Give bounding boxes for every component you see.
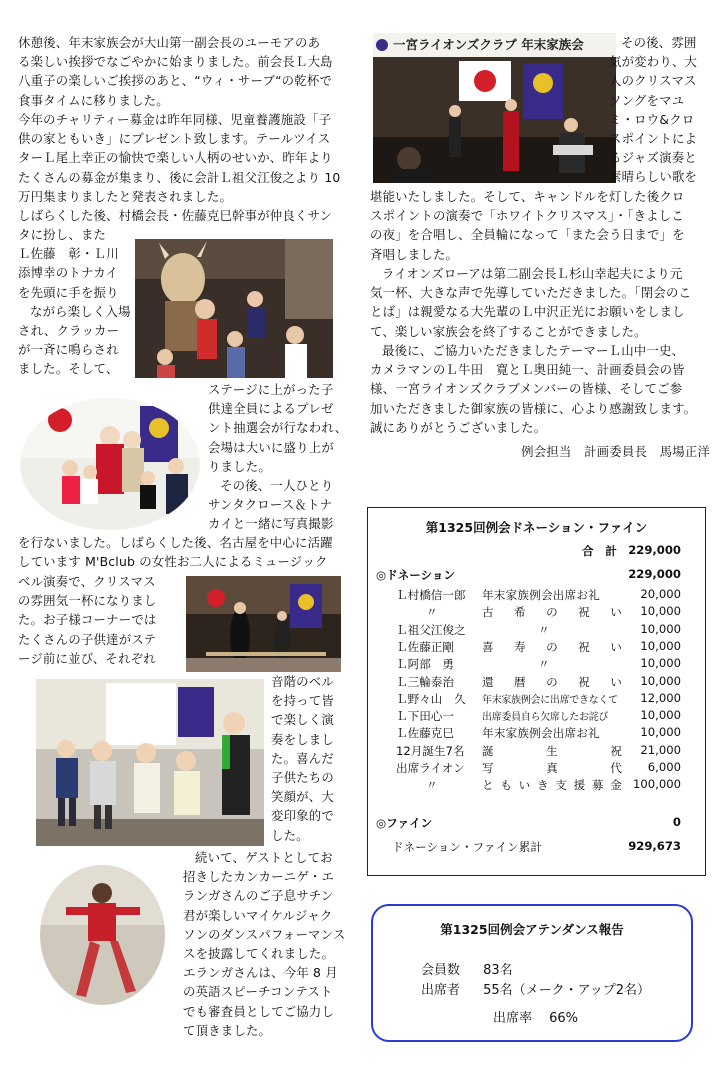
donation-row-reason: 〃	[538, 657, 550, 672]
donation-row-reason: 年末家族例会出席お礼	[482, 726, 600, 741]
reason-char: 祝	[578, 639, 590, 654]
text-line: 子供たちの	[271, 770, 334, 786]
donation-total-amount: 229,000	[628, 543, 681, 557]
donation-row-reason	[482, 777, 622, 793]
text-line: タに扮し、また	[18, 227, 107, 242]
members-row	[421, 959, 513, 978]
donation-row	[368, 622, 705, 639]
donation-row-reason	[482, 760, 622, 776]
cumulative-label: ドネーション・ファイン累計	[392, 840, 542, 854]
reason-char: 還	[482, 674, 494, 689]
donation-row-amount: 10,000	[640, 604, 681, 619]
donation-row-amount: 10,000	[640, 621, 681, 636]
text-line: を行ないました。しばらくした後、名古屋を中心に活躍	[18, 535, 333, 550]
left-paragraph-5	[18, 533, 353, 571]
photo-santa-entrance	[135, 239, 333, 378]
text-line: 様、一宮ライオンズクラブメンバーの皆様、そしてご参	[370, 381, 683, 397]
text-line: 素晴らしい歌を	[609, 169, 698, 185]
rate-row	[493, 1007, 578, 1026]
photo-children-bells	[36, 679, 264, 846]
text-line: 八重子の楽しいご挨拶のあと、“ウィ・サーブ“の乾杯で	[18, 73, 333, 89]
reason-char: き	[536, 778, 549, 793]
text-line: しばらくした後、村橋会長・佐藤克巳幹事が仲良くサン	[18, 208, 333, 223]
text-line: 笑顔が、大	[271, 789, 334, 805]
text-line: 最後に、ご協力いただきましたテーマーＬ山中一史、	[382, 343, 685, 358]
reason-char: 写	[482, 761, 494, 775]
text-line: ターＬ尾上幸正の愉快で楽しい人柄のせいか、昨年より	[18, 150, 333, 166]
donation-row-reason: 年末家族例会出席お礼	[482, 588, 600, 602]
text-line: 供の家ともいき」にプレゼント致します。テールツイス	[18, 131, 331, 147]
reason-char: 祝	[610, 743, 622, 758]
text-line: ながら楽しく入場	[30, 303, 131, 319]
donation-row-name: Ｌ佐藤正剛	[396, 639, 454, 654]
reason-char: の	[546, 605, 558, 620]
left-paragraph-5-wrapped	[18, 572, 186, 668]
reason-char: 喜	[482, 639, 494, 654]
fine-section-label: ◎ファイン	[376, 816, 433, 830]
donation-row-name: 〃	[426, 605, 438, 620]
text-line: でも審査員としてご協力し	[183, 1003, 335, 1019]
donation-row	[368, 639, 705, 656]
reason-char: 募	[591, 778, 604, 793]
text-line: スを披露してくれました。	[183, 946, 335, 962]
text-line: した。	[271, 827, 309, 843]
donation-row-name: 12月誕生7名	[396, 743, 465, 758]
text-line: で楽しく演	[271, 712, 334, 728]
donation-row-name: 〃	[426, 778, 438, 793]
donation-row-amount: 10,000	[640, 638, 681, 653]
members-value: 83名	[483, 963, 513, 978]
donation-row-amount: 20,000	[640, 587, 681, 601]
reason-char: 寿	[514, 639, 526, 654]
donation-row-amount: 6,000	[647, 760, 681, 774]
donation-row	[368, 691, 705, 708]
text-line: を先頭に手を振り	[18, 284, 119, 300]
text-line: ージ前に並び、それぞれ	[18, 650, 156, 666]
text-line: 添博幸のトナカイ	[18, 265, 119, 281]
text-line: とば」は親愛なる大先輩のＬ中沢正光にお願いをしまし	[370, 304, 685, 320]
text-line: たくさんの子供達がステ	[18, 631, 157, 647]
text-line: 食事タイムに移りました。	[18, 92, 169, 108]
donation-row-amount: 10,000	[640, 708, 681, 723]
text-line: た。お子様コーナーでは	[18, 612, 157, 628]
text-line: 続いて、ゲストとしてお	[195, 850, 333, 865]
text-line: 斉唱しました。	[370, 246, 459, 262]
right-paragraph-1-wrapped	[609, 33, 709, 187]
reason-char: 希	[514, 605, 526, 620]
donation-row-amount: 10,000	[640, 656, 681, 671]
text-line: 変印象的で	[271, 808, 334, 824]
present-value: 55名（メーク・アップ2名）	[483, 983, 651, 998]
text-line: が一斉に鳴らされ	[18, 342, 119, 358]
fine-section-row	[368, 815, 705, 832]
donation-row-reason: 出席委員自ら欠席したお詫び	[482, 712, 609, 724]
reason-char: も	[500, 778, 513, 793]
donation-section-amount: 229,000	[628, 567, 681, 581]
reason-char: 金	[610, 778, 622, 793]
donation-row-reason	[482, 604, 622, 620]
text-line: 加いただきました御家族の皆様に、心より感謝致します。	[370, 400, 697, 416]
present-label: 出席者	[421, 983, 461, 998]
rate-value: 66%	[549, 1011, 579, 1026]
text-line: 奏をしまし	[271, 731, 334, 747]
reason-char: 祝	[578, 605, 590, 620]
text-line: た。喜んだ	[271, 750, 334, 766]
donation-row	[368, 725, 705, 742]
donation-section-row	[368, 567, 705, 584]
attendance-title: 第1325回例会アテンダンス報告	[440, 922, 624, 937]
text-line: ライオンズローアは第二副会長Ｌ杉山幸起夫により元	[382, 266, 683, 281]
donation-row-amount: 10,000	[640, 725, 681, 740]
text-line: サンタクロース＆トナ	[208, 497, 333, 513]
donation-row-name: Ｌ阿部 勇	[396, 657, 454, 672]
text-line: 会場は大いに盛り上が	[208, 439, 334, 455]
donation-row-reason	[482, 674, 622, 690]
text-line: カイと一緒に写真撮影	[208, 516, 334, 532]
photo-bell-performance	[186, 576, 341, 672]
donation-row	[368, 674, 705, 691]
present-row	[421, 979, 650, 998]
left-paragraph-1	[18, 33, 353, 110]
reason-char: い	[518, 778, 531, 793]
donation-row-name: Ｌ野々山 久	[396, 691, 466, 706]
donation-row-name: Ｌ祖父江俊之	[396, 622, 466, 637]
text-line: ました。そして、	[18, 361, 119, 377]
donation-fine-box	[367, 507, 706, 876]
text-line: スポイントの演奏で「ホワイトクリスマス」・「きよしこ	[370, 208, 684, 224]
text-line: 万円集まりましたと発表されました。	[18, 188, 233, 204]
text-line: の雰囲気一杯になりまし	[18, 593, 157, 609]
reason-char: と	[482, 778, 494, 793]
text-line: ント抽選会が行なわれ、	[208, 420, 348, 436]
donation-row	[368, 777, 705, 794]
reason-char: 援	[573, 778, 586, 793]
text-line: 休憩後、年末家族会が大山第一副会長のユーモアのあ	[18, 35, 321, 50]
donation-row	[368, 604, 705, 621]
donation-title: 第1325回例会ドネーション・ファイン	[425, 520, 648, 535]
text-line: て、楽しい家族会を終了することができました。	[370, 323, 647, 339]
text-line: の夜」を合唱し、全員輪になって「また会う日まで」を	[370, 227, 685, 243]
reason-char: 生	[546, 743, 558, 758]
donation-section-label: ◎ドネーション	[376, 568, 456, 582]
donation-row	[368, 760, 705, 777]
text-line: ソンのダンスパフォーマンス	[183, 926, 346, 942]
text-line: て頂きました。	[183, 1022, 272, 1038]
members-label: 会員数	[421, 963, 461, 978]
text-line: る楽しい挨拶でなごやかに始まりました。前会長Ｌ大島	[18, 54, 333, 70]
donation-row-name: Ｌ佐藤克巳	[396, 726, 454, 741]
donation-row-reason	[482, 639, 622, 655]
text-line: ソングをマユ	[609, 92, 685, 108]
photo-dance-performance	[40, 865, 165, 1005]
photo-banner-text: 一宮ライオンズクラブ 年末家族会	[393, 37, 584, 52]
text-line: るジャズ演奏と	[609, 150, 697, 166]
text-line: エランガさんは、今年 8 月	[183, 965, 338, 981]
text-line: 気が変わり、大	[609, 54, 698, 70]
text-line: 人のクリスマス	[609, 73, 697, 89]
donation-row-name: Ｌ村橋信一郎	[396, 588, 466, 602]
text-line: カメラマンのＬ牛田 寛とＬ奥田純一、計画委員会の皆	[370, 362, 685, 378]
text-line: 気一杯、大きな声で先導していただきました。「閉会のこ	[370, 285, 692, 301]
donation-row-name: Ｌ三輪泰治	[396, 674, 454, 689]
text-line: スポイントによ	[609, 131, 698, 147]
donation-row-amount: 12,000	[640, 690, 681, 705]
text-line: Ｌ佐藤 彰・Ｌ川	[18, 246, 119, 262]
left-paragraph-3-wrapped	[18, 225, 133, 379]
donation-row-name: 出席ライオン	[396, 761, 465, 775]
donation-row	[368, 587, 705, 604]
text-line: 音階のベル	[271, 674, 334, 689]
reason-char: の	[546, 639, 558, 654]
reason-char: 誕	[482, 743, 494, 758]
signature: 例会担当 計画委員長 馬場正洋	[521, 444, 710, 459]
fine-section-amount: 0	[672, 815, 681, 829]
text-line: しています M'Bclub の女性お二人によるミュージック	[18, 554, 328, 570]
text-line: の英語スピーチコンテスト	[183, 984, 333, 1000]
reason-char: い	[610, 639, 622, 654]
donation-total-label: 合 計	[582, 544, 617, 558]
text-line: その後、一人ひとり	[220, 478, 334, 494]
reason-char: 祝	[578, 674, 590, 689]
donation-row-reason: 〃	[538, 622, 550, 637]
text-line: ミ・ロウ&クロ	[609, 111, 695, 127]
left-paragraph-4	[208, 380, 348, 534]
text-line: その後、雰囲	[621, 35, 697, 50]
text-line: され、クラッカー	[18, 323, 120, 339]
right-paragraph-3	[370, 341, 710, 437]
text-line: たくさんの募金が集まり、後に会計Ｌ祖父江俊之より 10	[18, 169, 341, 185]
donation-row-amount: 21,000	[640, 742, 681, 757]
photo-jazz-performance	[373, 33, 616, 183]
left-paragraph-7	[183, 848, 353, 1040]
left-paragraph-3	[18, 206, 353, 225]
cumulative-amount: 929,673	[628, 839, 681, 853]
left-paragraph-2	[18, 110, 353, 206]
donation-row-reason: 年末家族例会に出席できなくて	[482, 694, 618, 706]
text-line: 供達全員によるプレゼ	[208, 401, 334, 417]
donation-row	[368, 656, 705, 673]
text-line: ベル演奏で、クリスマス	[18, 574, 156, 589]
text-line: ステージに上がった子	[208, 382, 334, 397]
rate-label: 出席率	[493, 1011, 533, 1026]
text-line: りました。	[208, 458, 271, 474]
reason-char: 暦	[514, 674, 526, 689]
left-paragraph-6	[271, 672, 351, 845]
donation-total-row	[368, 543, 705, 560]
reason-char: の	[546, 674, 558, 689]
text-line: ランガさんのご子息サチン	[183, 888, 334, 904]
reason-char: 真	[546, 761, 558, 775]
donation-row-amount: 100,000	[633, 777, 681, 792]
reason-char: 支	[555, 778, 568, 793]
cumulative-row	[368, 839, 705, 856]
text-line: を持って皆	[271, 693, 334, 709]
reason-char: い	[610, 605, 622, 620]
right-paragraph-1	[370, 187, 710, 264]
reason-char: 代	[610, 761, 622, 775]
text-line: 君が楽しいマイケルジャク	[183, 907, 333, 923]
donation-row	[368, 743, 705, 760]
donation-row	[368, 708, 705, 725]
photo-santa-children	[20, 398, 200, 530]
text-line: 堪能いたしました。そして、キャンドルを灯した後クロ	[370, 189, 685, 204]
reason-char: 古	[482, 605, 494, 620]
text-line: 招きしたカンカーニゲ・エ	[183, 869, 335, 885]
text-line: 今年のチャリティー募金は昨年同様、児童養護施設「子	[18, 112, 332, 127]
right-paragraph-2	[370, 264, 710, 341]
attendance-box	[371, 904, 693, 1042]
donation-row-reason	[482, 743, 622, 759]
reason-char: い	[610, 674, 622, 689]
text-line: 誠にありがとうございました。	[370, 419, 547, 435]
donation-row-amount: 10,000	[640, 673, 681, 688]
donation-row-name: Ｌ下田心一	[396, 709, 454, 724]
